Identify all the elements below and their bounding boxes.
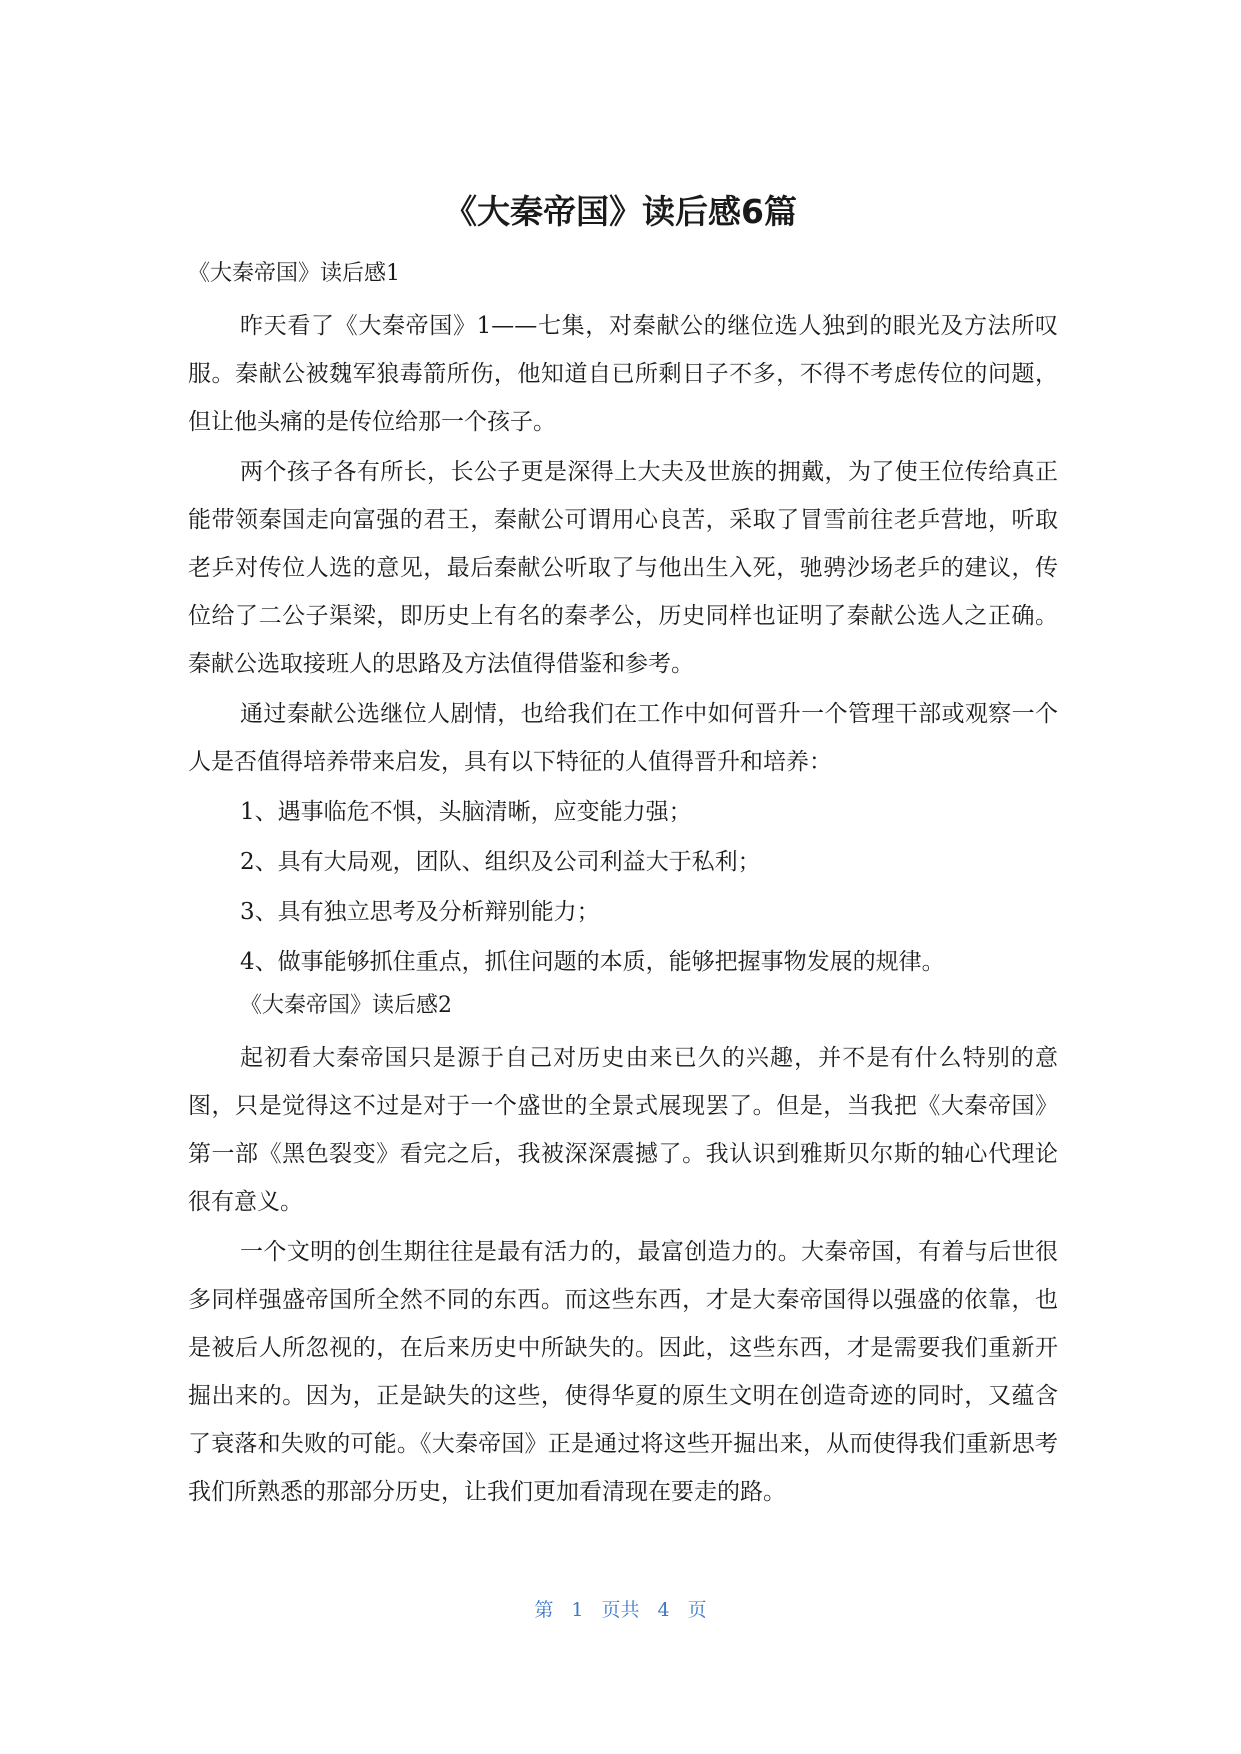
list-item: 3、具有独立思考及分析辩别能力； [240,899,600,925]
footer-page-label: 第 [534,1599,554,1621]
footer-total-pages: 4 [657,1599,670,1621]
section-heading-2: 《大秦帝国》读后感2 [240,993,452,1018]
list-item: 4、做事能够抓住重点，抓住问题的本质，能够把握事物发展的规律。 [240,949,945,975]
document-title: 《大秦帝国》读后感6篇 [444,192,797,231]
footer-of-label: 页共 [601,1599,640,1621]
list-item: 2、具有大局观，团队、组织及公司利益大于私利； [240,849,761,875]
paragraph: 两个孩子各有所长，长公子更是深得上大夫及世族的拥戴，为了使王位传给真正能带领秦国走向富强的君王，秦献公可谓用心良苦，采取了冒雪前往老乒营地，听取老乒对传位人选的意见，最后秦献公听取了与他出生入死，驰骋沙场老乒的建议，传位给了二公子渠梁，即历史上有名的秦孝公，历史同样也证明了秦献公选人之正确。秦献公选取接班人的思路及方法值得借鉴和参考。 [188,459,1058,677]
section-heading-1: 《大秦帝国》读后感1 [188,261,400,286]
page-footer [0,1596,1241,1624]
footer-current-page: 1 [571,1599,584,1621]
document-body [188,256,1058,1518]
list-item: 1、遇事临危不惧，头脑清晰，应变能力强； [240,799,692,825]
paragraph: 昨天看了《大秦帝国》1——七集，对秦献公的继位选人独到的眼光及方法所叹服。秦献公被魏军狼毒箭所伤，他知道自已所剩日子不多，不得不考虑传位的问题，但让他头痛的是传位给那一个孩子。 [188,313,1058,435]
paragraph: 一个文明的创生期往往是最有活力的，最富创造力的。大秦帝国，有着与后世很多同样强盛帝国所全然不同的东西。而这些东西，才是大秦帝国得以强盛的依靠，也是被后人所忽视的，在后来历史中所缺失的。因此，这些东西，才是需要我们重新开掘出来的。因为，正是缺失的这些，使得华夏的原生文明在创造奇迹的同时，又蕴含了衰落和失败的可能。《大秦帝国》正是通过将这些开掘出来，从而使得我们重新思考我们所熟悉的那部分历史，让我们更加看清现在要走的路。 [188,1239,1058,1505]
footer-end-label: 页 [687,1599,707,1621]
paragraph: 起初看大秦帝国只是源于自己对历史由来已久的兴趣，并不是有什么特别的意图，只是觉得这不过是对于一个盛世的全景式展现罢了。但是，当我把《大秦帝国》第一部《黑色裂变》看完之后，我被深深震撼了。我认识到雅斯贝尔斯的轴心代理论很有意义。 [188,1045,1058,1215]
paragraph: 通过秦献公选继位人剧情，也给我们在工作中如何晋升一个管理干部或观察一个人是否值得培养带来启发，具有以下特征的人值得晋升和培养： [188,701,1058,775]
